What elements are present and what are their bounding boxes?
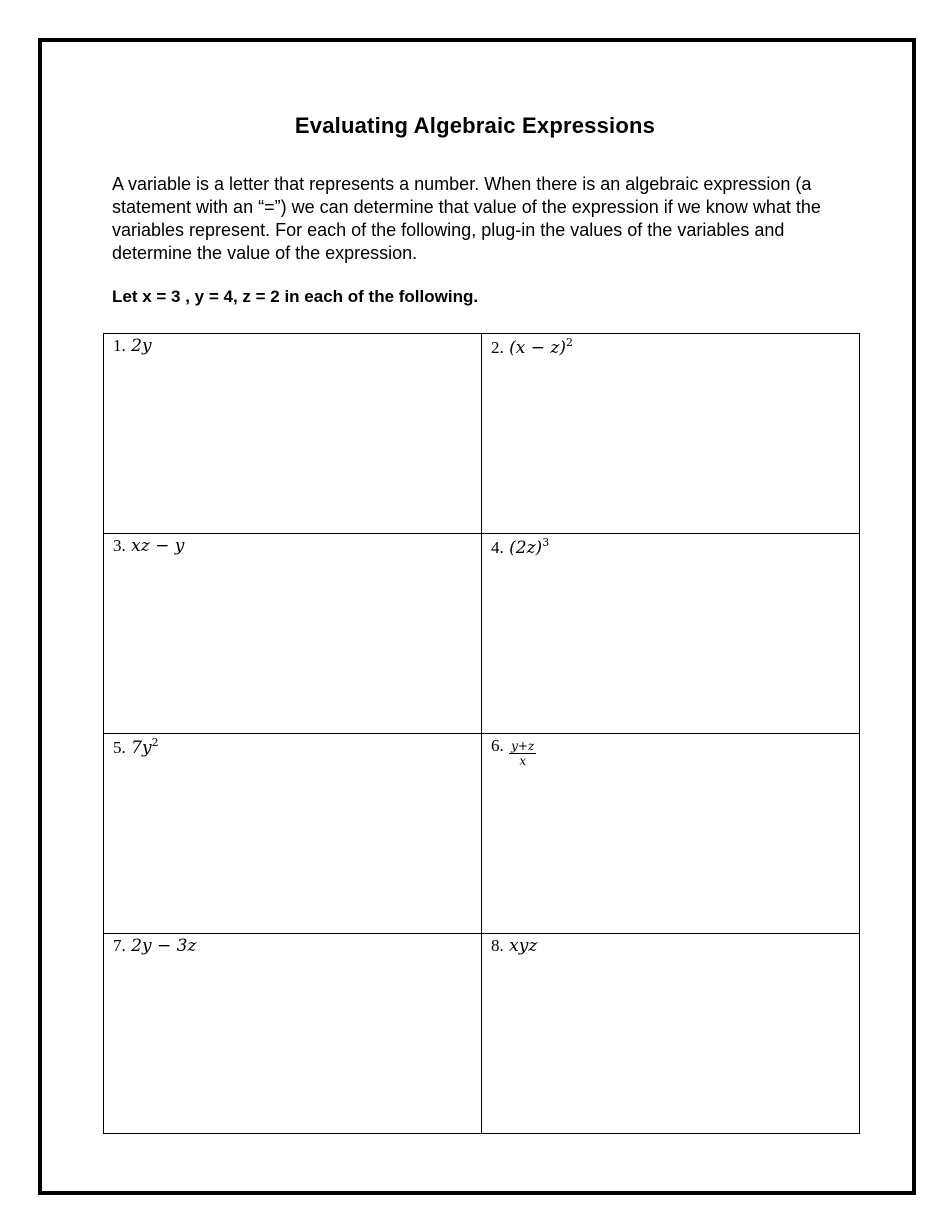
exponent: 2 (151, 736, 159, 749)
problem-cell-1[interactable] (104, 334, 482, 534)
intro-paragraph: A variable is a letter that represents a number. When there is an algebraic expression (a statement with an “=”) we can determine that value of the expression if we know what the variables represent. For each of the following, plug-in the values of the variables and determine the value of the expression. (112, 174, 821, 263)
problem-expression: 2y − 3z (131, 936, 197, 956)
problem-number: 1. (113, 336, 126, 355)
problem-expression: $7y^2$ (131, 736, 159, 758)
problem-number: 6. (491, 736, 504, 755)
problem-number: 3. (113, 536, 126, 555)
problem-cell-3[interactable] (104, 534, 482, 734)
problem-expression: $(x - z)^2$ (509, 336, 574, 358)
problem-expression: xz − y (131, 536, 185, 556)
fraction-denominator: x (519, 754, 527, 768)
exponent: 3 (542, 536, 550, 549)
problem-expression: 2y (131, 336, 152, 356)
problem-cell-7[interactable] (104, 934, 482, 1134)
problem-grid (103, 333, 860, 1134)
problem-cell-5[interactable] (104, 734, 482, 934)
problem-number: 5. (113, 738, 126, 757)
problem-cell-2[interactable] (482, 334, 860, 534)
problem-cell-8[interactable] (482, 934, 860, 1134)
problem-expression: $(2z)^3$ (509, 536, 550, 558)
problem-number: 2. (491, 338, 504, 357)
fraction-expression (509, 739, 536, 768)
problem-number: 7. (113, 936, 126, 955)
problem-number: 4. (491, 538, 504, 557)
fraction-numerator: y+z (511, 739, 535, 753)
page-title: Evaluating Algebraic Expressions (294, 113, 656, 138)
problem-expression: xyz (509, 936, 538, 956)
problem-number: 8. (491, 936, 504, 955)
problem-cell-4[interactable] (482, 534, 860, 734)
exponent: 2 (566, 336, 574, 349)
variable-instruction: Let x = 3 , y = 4, z = 2 in each of the following. (112, 287, 479, 306)
problem-cell-6[interactable] (482, 734, 860, 934)
